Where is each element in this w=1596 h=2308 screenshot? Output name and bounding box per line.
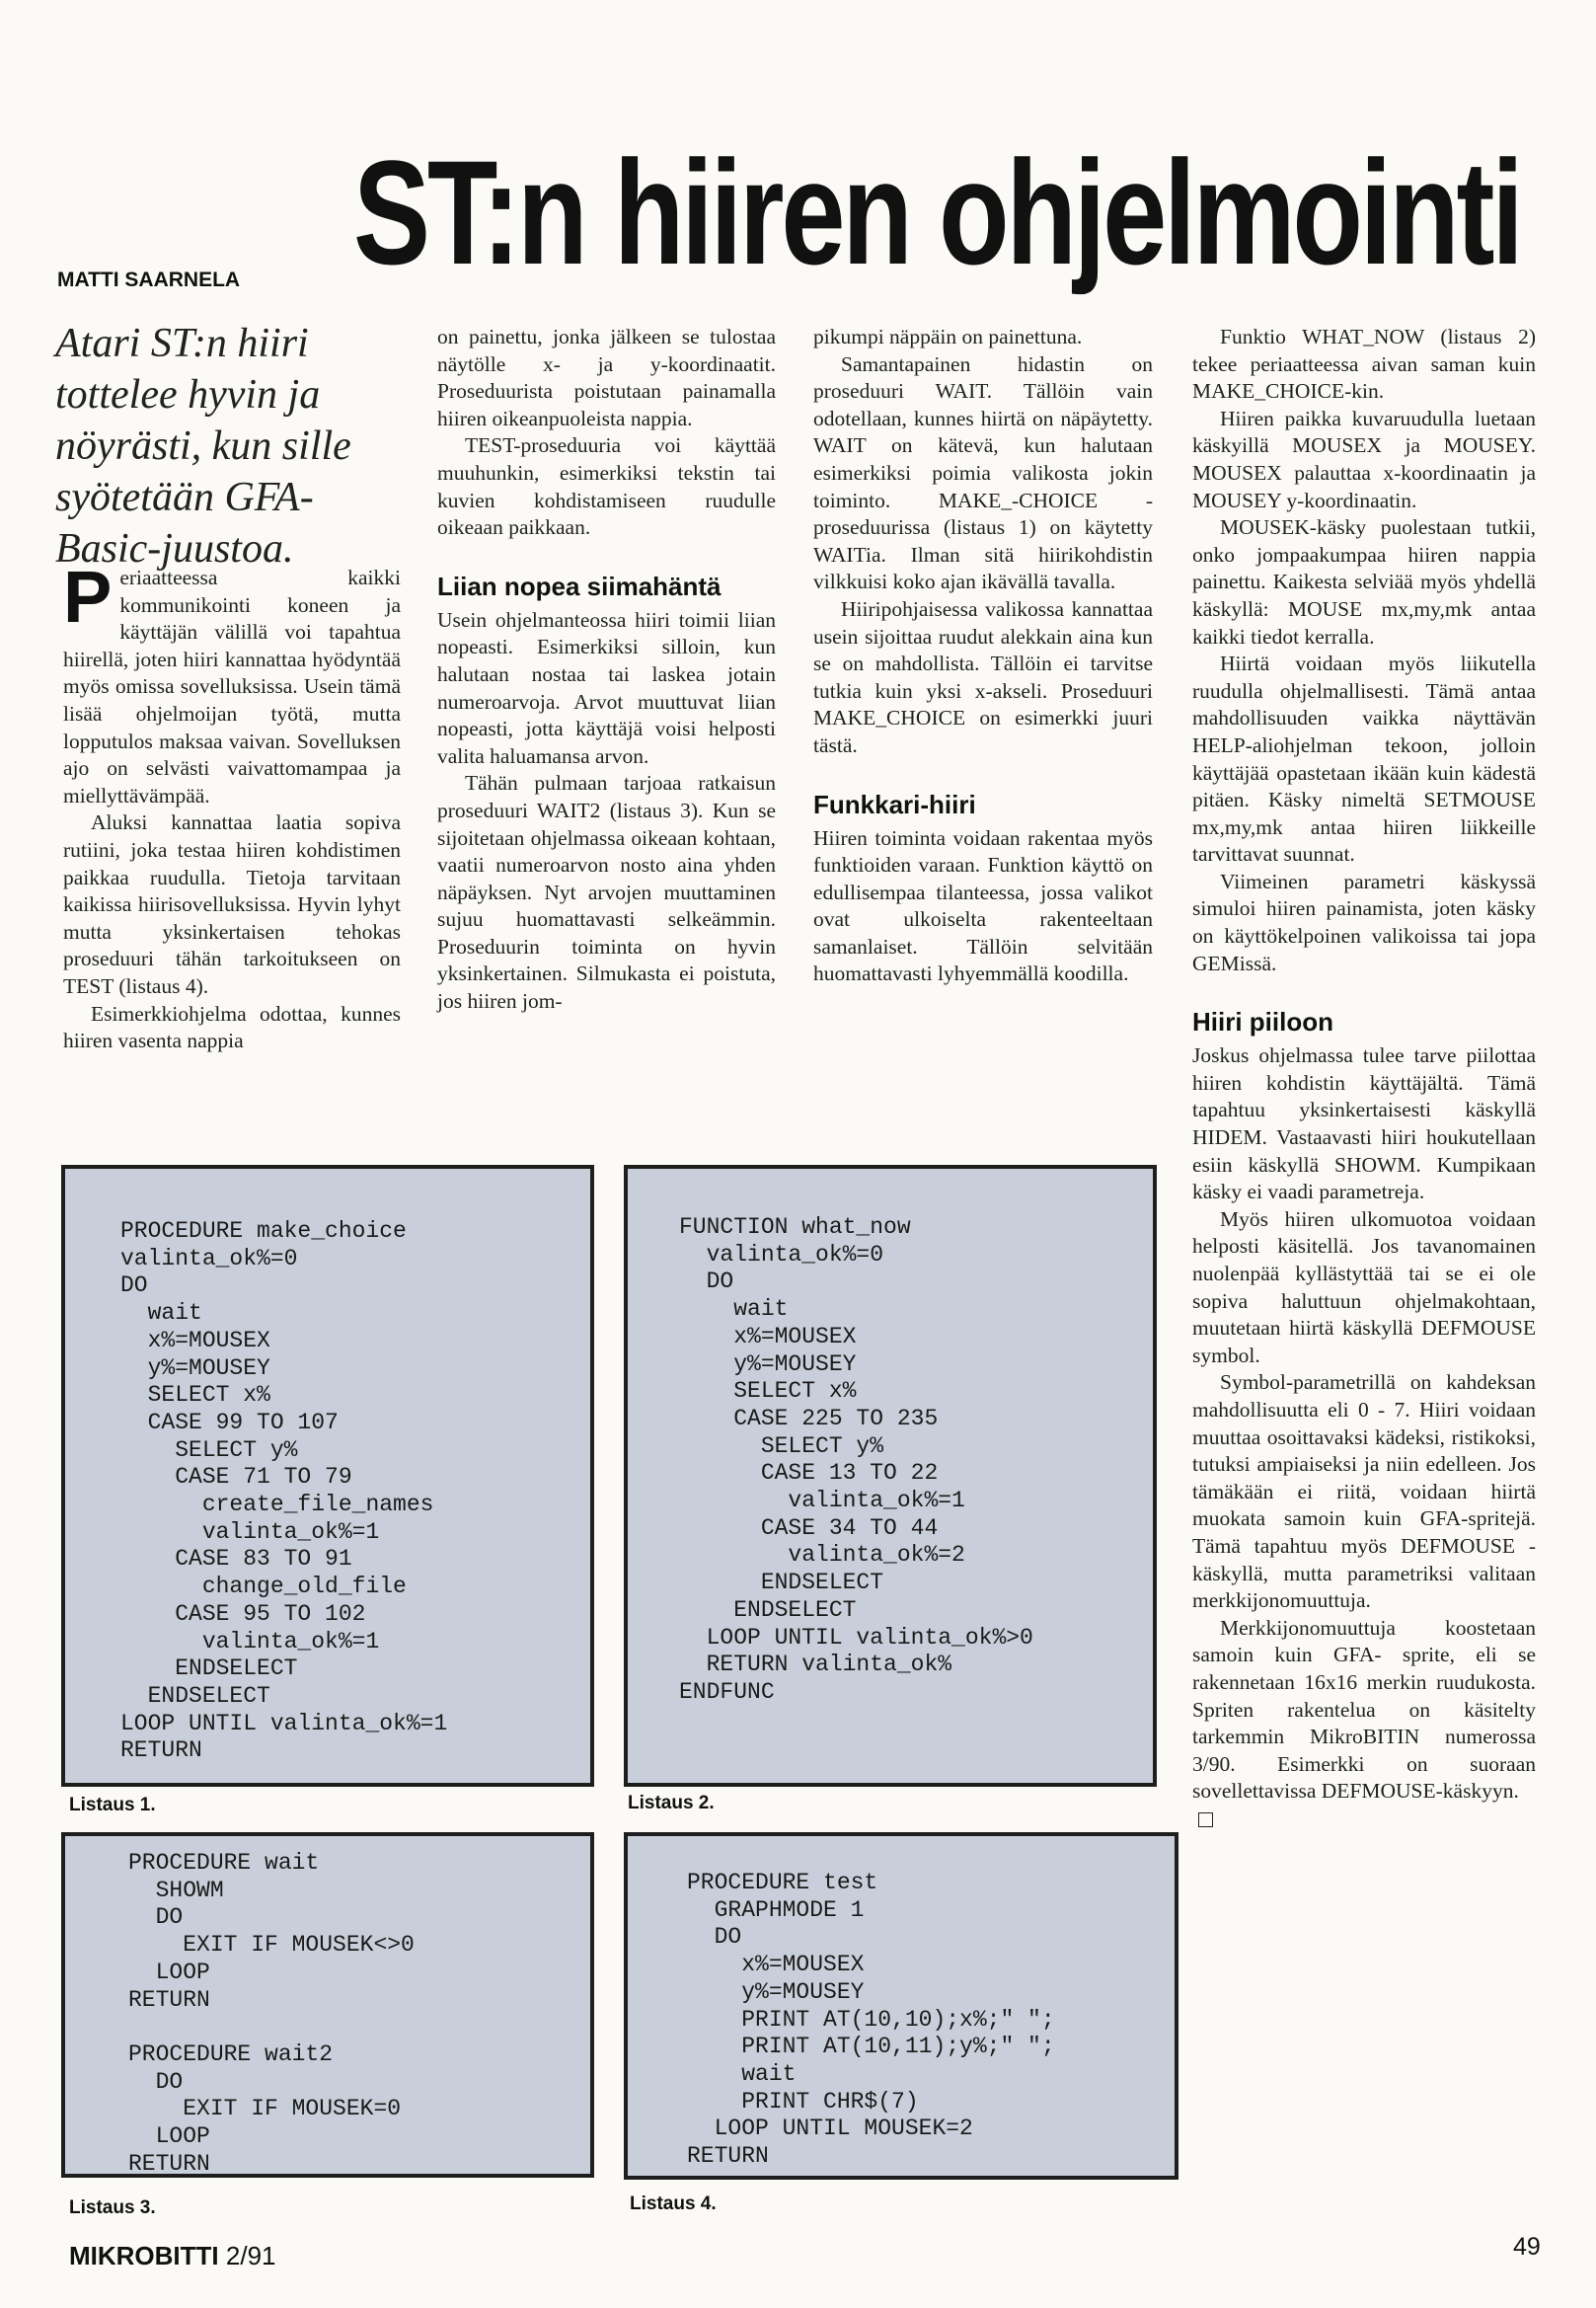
paragraph: Hiirtä voidaan myös liikutella ruudulla ohjelmallisesti. Tämä antaa mahdollisuuden vaikka näyttävän HELP-aliohjelman tekoon, jolloin käyttäjää opastetaan ikään kuin kädestä pitäen. Käsky nimeltä SETMOUSE mx,my,mk antaa hiiren liikkeille tarvittavat suunnat. <box>1192 652 1536 867</box>
section-heading: Liian nopea siimahäntä <box>437 571 722 601</box>
paragraph: Tähän pulmaan tarjoaa ratkaisun proseduuri WAIT2 (listaus 3). Kun se sijoitetaan ohjelmassa oikeaan kohtaan, vaatii numeroarvon nosto aina yhden näpäyksen. Nyt arvojen muuttaminen sujuu huomattavasti selkeämmin. Proseduurin toiminta on hyvin yksinkertainen. Silmukasta ei poistuta, jos hiiren jom- <box>437 771 776 1014</box>
paragraph: on painettu, jonka jälkeen se tulostaa näytölle x- ja y-koordinaatit. Proseduurista poistutaan painamalla hiiren oikeanpuoleista nappia. <box>437 325 776 430</box>
paragraph: Aluksi kannattaa laatia sopiva rutiini, joka testaa hiiren kohdistimen paikkaa ruudulla. Tietoja tarvitaan kaikissa hiirisovelluksissa. Hyvin lyhyt mutta yksinkertaisen tehokas proseduuri tähän tarkoitukseen on TEST (listaus 4). <box>63 810 401 998</box>
magazine-name: MIKROBITTI <box>69 2241 219 2270</box>
paragraph: Hiiren paikka kuvaruudulla luetaan käskyillä MOUSEX ja MOUSEY. MOUSEX palauttaa x-koordinaatin ja MOUSEY y-koordinaatin. <box>1192 406 1536 512</box>
paragraph: Funktio WHAT_NOW (listaus 2) tekee periaatteessa aivan saman kuin MAKE_CHOICE-kin. <box>1192 325 1536 404</box>
paragraph: Hiiripohjaisessa valikossa kannattaa usein sijoittaa ruudut alekkain aina kun se on mahdollista. Tällöin ei tarvitse tutkia kuin yksi x-akseli. Proseduuri MAKE_CHOICE on esimerkki juuri tästä. <box>813 596 1153 757</box>
text-column-2 <box>437 324 776 1016</box>
magazine-footer <box>69 2241 276 2271</box>
code-listing-2 <box>624 1165 1157 1787</box>
listing-caption: Listaus 2. <box>628 1793 715 1813</box>
paragraph: Joskus ohjelmassa tulee tarve piilottaa hiiren kohdistin käyttäjältä. Tämä tapahtuu yksinkertaisesti käskyllä HIDEM. Vastaavasti hiiri houkutellaan esiin käskyllä SHOWM. Kumpikaan käsky ei vaadi parametreja. <box>1192 1043 1536 1204</box>
section-heading: Funkkari-hiiri <box>813 789 976 819</box>
text-column-4 <box>1192 324 1536 1832</box>
paragraph: MOUSEK-käsky puolestaan tutkii, onko jompaakumpaa hiiren nappia painettu. Kaikesta selviää myös yhdellä käskyllä: MOUSE mx,my,mk antaa kaikki tiedot kerralla. <box>1192 515 1536 649</box>
issue-number: 2/91 <box>225 2241 276 2270</box>
listing-caption: Listaus 3. <box>69 2197 156 2218</box>
code-block: FUNCTION what_now valinta_ok%=0 DO wait x%=MOUSEX y%=MOUSEY SELECT x% CASE 225 TO 235 SELECT y% CASE 13 TO 22 valinta_ok%=1 CASE 34 TO 44 valinta_ok%=2 ENDSELECT ENDSELECT LOOP UNTIL valinta_ok%>0 RETURN valinta_ok% ENDFUNC <box>679 1214 1033 1705</box>
author-name: MATTI SAARNELA <box>57 269 241 291</box>
code-listing-4 <box>624 1832 1178 2180</box>
text-column-3 <box>813 324 1153 988</box>
code-block: PROCEDURE test GRAPHMODE 1 DO x%=MOUSEX y%=MOUSEY PRINT AT(10,10);x%;" "; PRINT AT(10,11);y%;" "; wait PRINT CHR$(7) LOOP UNTIL MOUSEK=2 RETURN <box>687 1870 1055 2170</box>
paragraph: Symbol-parametrillä on kahdeksan mahdollisuutta eli 0 - 7. Hiiri voidaan muuttaa osoittavaksi kädeksi, ristikoksi, tutuksi ampiaiseksi ja niin edelleen. Jos tämäkään ei riitä, voidaan hiirtä muokata samoin kuin GFA-spritejä. Tämä tapahtuu myös DEFMOUSE -käskyllä, mutta parametriksi valitaan merkkijonomuuttuja. <box>1192 1370 1536 1613</box>
code-listing-1 <box>61 1165 594 1787</box>
paragraph: Hiiren toiminta voidaan rakentaa myös funktioiden varaan. Funktion käyttö on edullisempaa tilanteessa, jossa valikot ovat ulkoiselta rakenteeltaan samanlaiset. Tällöin selvitään huomattavasti lyhyemmällä koodilla. <box>813 825 1153 986</box>
paragraph: Myös hiiren ulkomuotoa voidaan helposti käsitellä. Jos tavanomainen nuolenpää kyllästyttää tai se ei ole sopiva haluttuun ohjelmakohtaan, muutetaan hiirtä käskyllä DEFMOUSE symbol. <box>1192 1206 1536 1367</box>
paragraph: Periaatteessa kaikki kommunikointi koneen ja käyttäjän välillä voi tapahtua hiirellä, joten hiiri kannattaa hyödyntää myös omissa sovelluksissa. Usein tämä lisää ohjelmoijan työtä, mutta lopputulos maksaa vaivan. Sovelluksen ajo on selvästi vaivattomampaa ja miellyttävämpää. <box>63 556 401 808</box>
code-block: PROCEDURE make_choice valinta_ok%=0 DO wait x%=MOUSEX y%=MOUSEY SELECT x% CASE 99 TO 107 SELECT y% CASE 71 TO 79 create_file_names valinta_ok%=1 CASE 83 TO 91 change_old_file CASE 95 TO 102 valinta_ok%=1 ENDSELECT ENDSELECT LOOP UNTIL valinta_ok%=1 RETURN <box>120 1218 448 1764</box>
drop-cap: P <box>63 556 113 638</box>
code-block: PROCEDURE wait SHOWM DO EXIT IF MOUSEK<>0 LOOP RETURN PROCEDURE wait2 DO EXIT IF MOUSEK=0 LOOP RETURN <box>128 1850 415 2177</box>
section-heading: Hiiri piiloon <box>1192 1007 1333 1038</box>
end-mark-icon <box>1198 1812 1213 1827</box>
text-column-1 <box>63 556 401 1055</box>
code-listing-3 <box>61 1832 594 2178</box>
lead-paragraph: Atari ST:n hiiri tottelee hyvin ja nöyrästi, kun sille syötetään GFA-Basic-juustoa. <box>55 321 351 572</box>
paragraph: Viimeinen parametri käskyssä simuloi hiiren painamista, joten käsky on käyttökelpoinen valikoissa tai jopa GEMissä. <box>1192 869 1536 975</box>
paragraph: Merkkijonomuuttuja koostetaan samoin kuin GFA- sprite, eli se rakennetaan 16x16 merkin ruudukosta. Spriten rakentelua on käsitelty tarkemmin MikroBITIN numerossa 3/90. Esimerkki on suoraan sovellettavissa DEFMOUSE-käskyyn. <box>1192 1615 1536 1833</box>
paragraph: pikumpi näppäin on painettuna. <box>813 325 1083 348</box>
paragraph: TEST-proseduuria voi käyttää muuhunkin, esimerkiksi tekstin tai kuvien kohdistamiseen ruudulle oikeaan paikkaan. <box>437 433 776 540</box>
listing-caption: Listaus 4. <box>630 2193 717 2214</box>
paragraph: Usein ohjelmanteossa hiiri toimii liian nopeasti. Esimerkiksi silloin, kun halutaan nostaa tai laskea jotain numeroarvoja. Arvot muuttuvat liian nopeasti, jotta käyttäjä voisi helposti valita haluamansa arvon. <box>437 607 776 768</box>
article-title: ST:n hiiren ohjelmointi <box>353 129 1521 295</box>
listing-caption: Listaus 1. <box>69 1795 156 1815</box>
paragraph: Samantapainen hidastin on proseduuri WAIT. Tällöin vain odotellaan, kunnes hiirtä on näpäytetty. WAIT on kätevä, kun halutaan esimerkiksi poimia valikosta jokin toiminto. MAKE_-CHOICE -proseduurissa (listaus 1) on käytetty WAITia. Ilman sitä hiirikohdistin vilkkuisi koko ajan ikävällä tavalla. <box>813 351 1153 594</box>
page-number: 49 <box>1513 2233 1541 2261</box>
paragraph: Esimerkkiohjelma odottaa, kunnes hiiren vasenta nappia <box>63 1001 401 1053</box>
